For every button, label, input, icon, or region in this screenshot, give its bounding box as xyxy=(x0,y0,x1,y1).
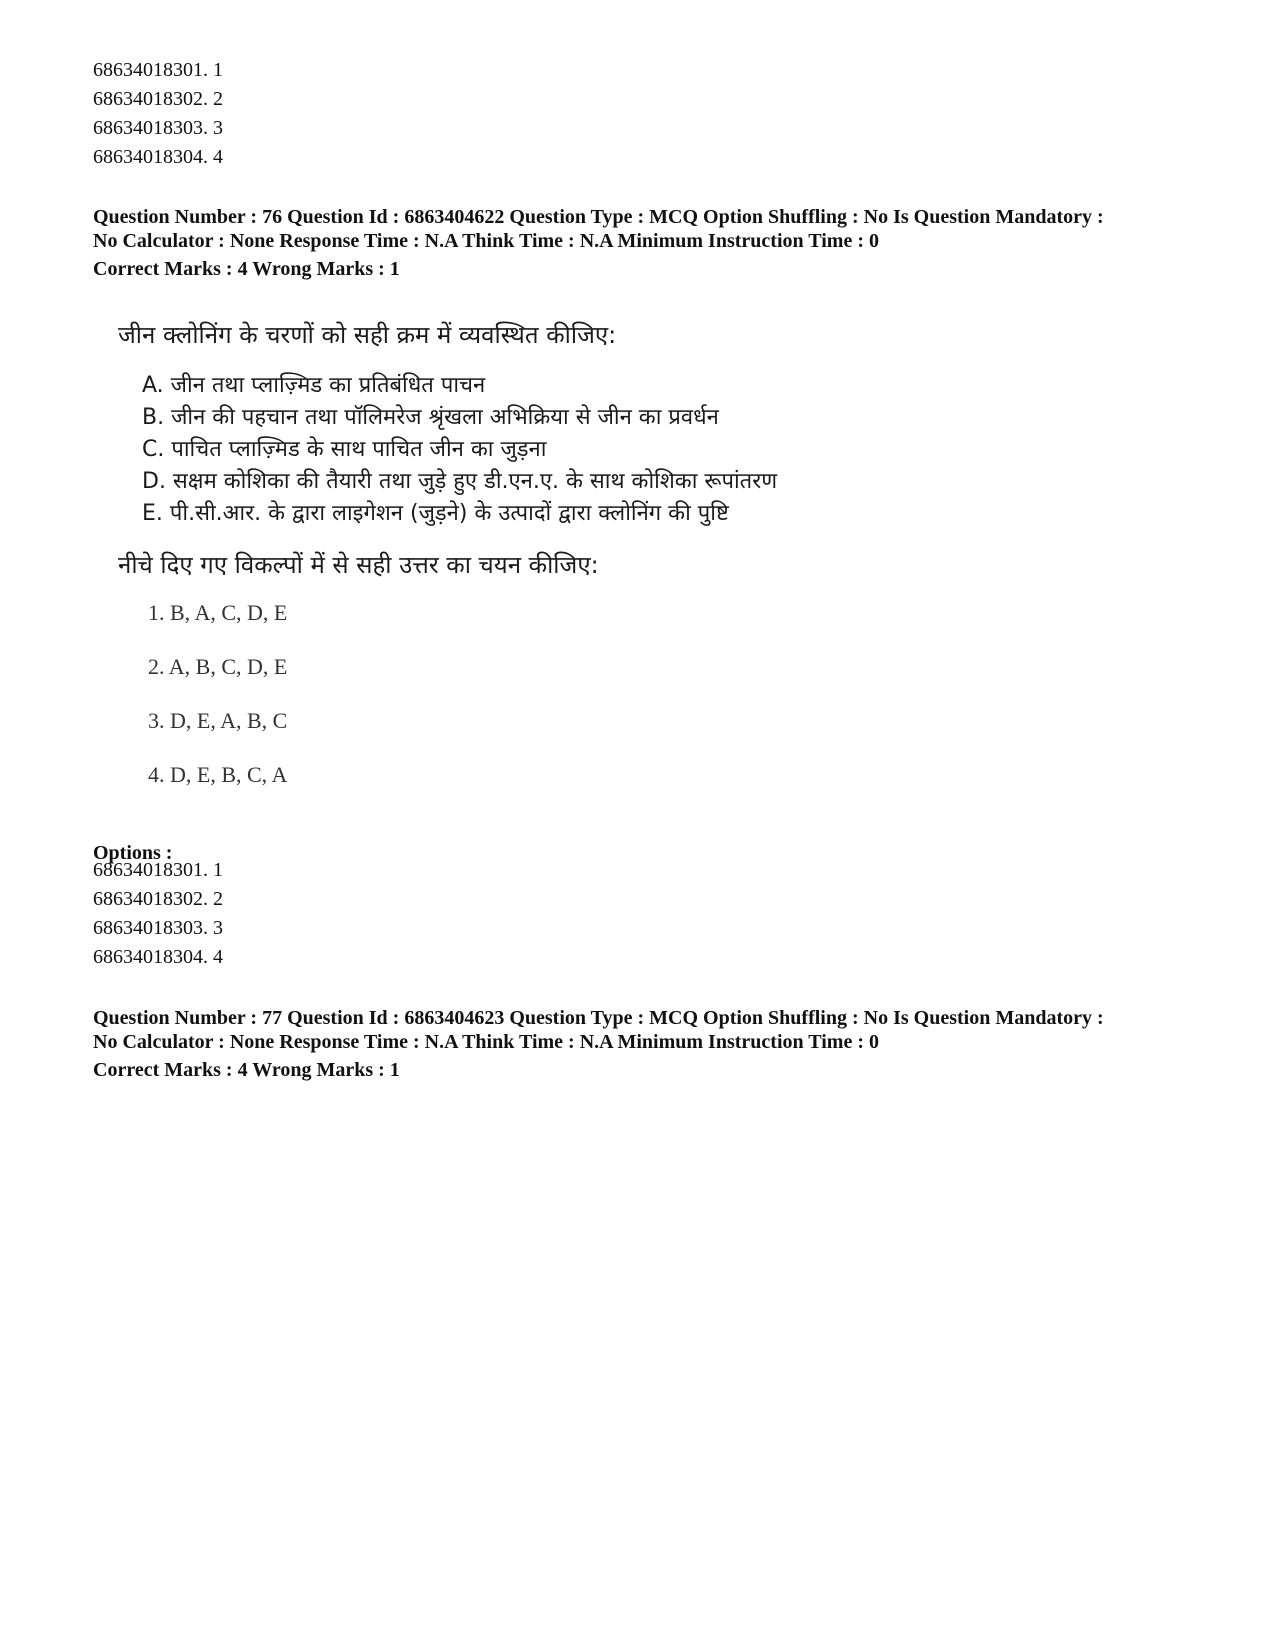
question-76-header xyxy=(93,205,1203,281)
option-item: 68634018304. 4 xyxy=(93,146,223,168)
choice-list xyxy=(148,600,898,788)
question-prompt: नीचे दिए गए विकल्पों में से सही उत्तर का चयन कीजिए: xyxy=(118,551,599,579)
question-meta-line: Question Number : 76 Question Id : 6863404622 Question Type : MCQ Option Shuffling : No Is Question Mandatory : xyxy=(93,206,1104,228)
question-stem: जीन क्लोनिंग के चरणों को सही क्रम में व्यवस्थित कीजिए: xyxy=(118,321,617,349)
question-meta-line: No Calculator : None Response Time : N.A Think Time : N.A Minimum Instruction Time : 0 xyxy=(93,1031,879,1053)
statement-item: B. जीन की पहचान तथा पॉलिमरेज श्रृंखला अभिक्रिया से जीन का प्रवर्धन xyxy=(142,405,719,430)
option-item: 68634018302. 2 xyxy=(93,88,223,110)
question-marks: Correct Marks : 4 Wrong Marks : 1 xyxy=(93,258,400,280)
question-76-body xyxy=(118,318,898,816)
option-item: 68634018301. 1 xyxy=(93,859,223,881)
option-item: 68634018303. 3 xyxy=(93,917,223,939)
choice-item: 1. B, A, C, D, E xyxy=(148,600,288,625)
question-meta-line: No Calculator : None Response Time : N.A Think Time : N.A Minimum Instruction Time : 0 xyxy=(93,230,879,252)
statement-list xyxy=(142,370,898,530)
option-item: 68634018301. 1 xyxy=(93,59,223,81)
previous-question-options xyxy=(93,56,223,172)
option-item: 68634018304. 4 xyxy=(93,946,223,968)
statement-item: C. पाचित प्लाज़्मिड के साथ पाचित जीन का जुड़ना xyxy=(142,437,547,462)
question-meta-line: Question Number : 77 Question Id : 6863404623 Question Type : MCQ Option Shuffling : No Is Question Mandatory : xyxy=(93,1007,1104,1029)
question-77-header xyxy=(93,1006,1203,1082)
choice-item: 4. D, E, B, C, A xyxy=(148,762,288,787)
statement-item: D. सक्षम कोशिका की तैयारी तथा जुड़े हुए डी.एन.ए. के साथ कोशिका रूपांतरण xyxy=(142,469,778,494)
statement-item: A. जीन तथा प्लाज़्मिड का प्रतिबंधित पाचन xyxy=(142,373,486,398)
choice-item: 2. A, B, C, D, E xyxy=(148,654,288,679)
option-item: 68634018302. 2 xyxy=(93,888,223,910)
option-item: 68634018303. 3 xyxy=(93,117,223,139)
statement-item: E. पी.सी.आर. के द्वारा लाइगेशन (जुड़ने) के उत्पादों द्वारा क्लोनिंग की पुष्टि xyxy=(142,501,729,526)
question-76-options xyxy=(93,856,223,972)
options-label: Options : xyxy=(93,842,173,864)
question-marks: Correct Marks : 4 Wrong Marks : 1 xyxy=(93,1059,400,1081)
choice-item: 3. D, E, A, B, C xyxy=(148,708,288,733)
